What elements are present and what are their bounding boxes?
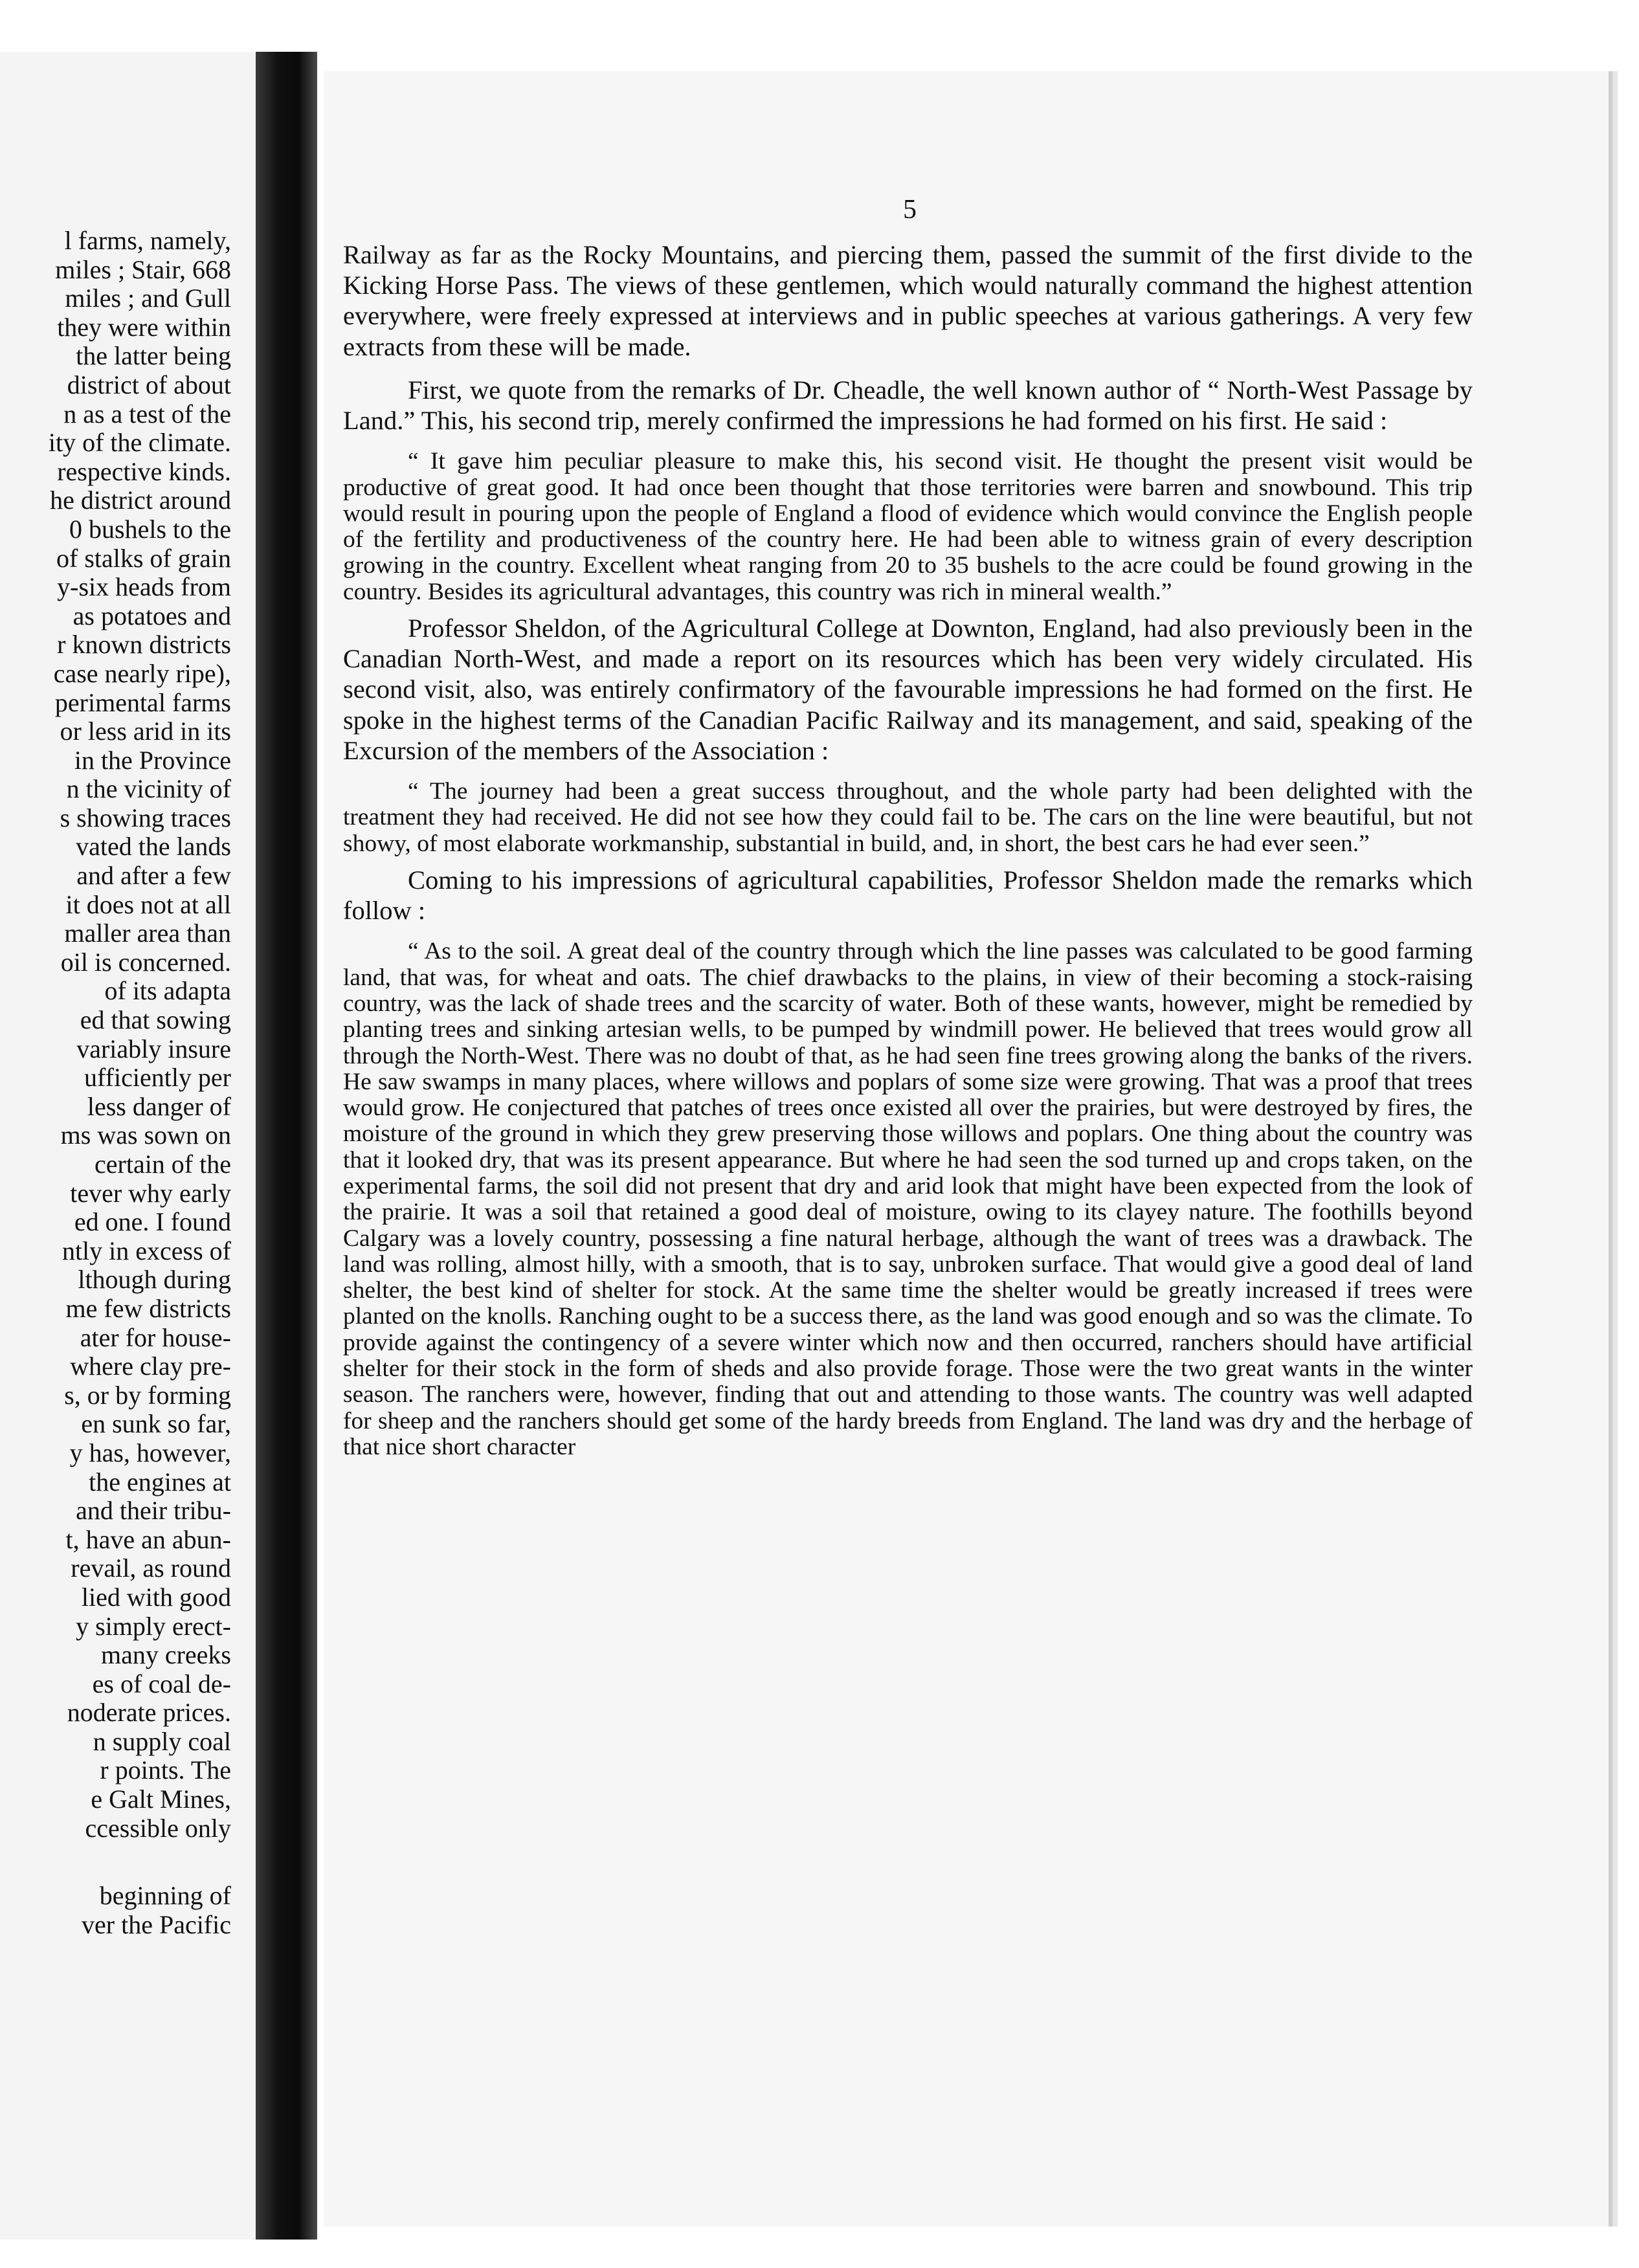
paragraph: Railway as far as the Rocky Mountains, and piercing them, passed the summit of the first divide to the Kicking Horse Pass. The views of these gentlemen, which would naturally command the highest attention everywhere, were freely expressed at interviews and in public speeches at various gatherings. A very few extracts from these will be made.: [343, 240, 1473, 361]
left-page-line: district of about: [67, 370, 231, 399]
left-page-line: ms was sown on: [60, 1120, 231, 1150]
left-page-line: or less arid in its: [60, 717, 231, 746]
left-page-line: tever why early: [70, 1178, 231, 1208]
left-page-line: es of coal de-: [92, 1669, 231, 1698]
quoted-paragraph: “ The journey had been a great success throughout, and the whole party had been delighted with the treatment they had received. He did not see how they could fail to be. The cars on the line were beautiful, but not showy, of most elaborate workmanship, substantial in build, and, in short, the best cars he had ever seen.”: [343, 778, 1473, 857]
left-page-line: where clay pre-: [70, 1351, 231, 1381]
left-page-line: n the vicinity of: [66, 774, 231, 804]
left-page-line: s, or by forming: [64, 1380, 231, 1410]
left-page-line: y has, however,: [69, 1438, 231, 1467]
left-page-line: ed that sowing: [80, 1005, 231, 1035]
page-number: 5: [903, 195, 917, 225]
left-page-line: and their tribu-: [76, 1496, 231, 1526]
left-page-line: ity of the climate.: [48, 428, 231, 458]
left-page-line: ufficiently per: [84, 1063, 231, 1093]
left-page-line: case nearly ripe),: [53, 658, 231, 688]
left-page-line: ntly in excess of: [61, 1236, 231, 1265]
left-page-line: ver the Pacific: [82, 1909, 231, 1939]
left-page-line: of stalks of grain: [56, 543, 231, 573]
paragraph: Coming to his impressions of agricultural capabilities, Professor Sheldon made the remarks which follow :: [343, 865, 1473, 926]
paragraph: First, we quote from the remarks of Dr. Cheadle, the well known author of “ North-West Passage by Land.” This, his second trip, merely confirmed the impressions he had formed on his first. He said :: [343, 375, 1473, 436]
left-page-line: n supply coal: [93, 1726, 231, 1756]
left-page-line: y simply erect-: [76, 1611, 231, 1641]
left-page-line: s showing traces: [60, 803, 231, 832]
left-page-line: the engines at: [89, 1467, 231, 1496]
left-page-line: many creeks: [100, 1640, 231, 1670]
left-page-line: they were within: [57, 312, 231, 342]
left-page-line: e Galt Mines,: [91, 1784, 231, 1814]
left-page-fragment: [0, 52, 256, 2240]
left-page-line: less danger of: [87, 1091, 231, 1121]
left-page-line: me few districts: [65, 1293, 231, 1323]
left-page-line: and after a few: [76, 861, 231, 891]
left-page-line: as potatoes and: [72, 601, 231, 630]
left-page-line: ed one. I found: [74, 1207, 231, 1237]
quoted-paragraph: “ As to the soil. A great deal of the country through which the line passes was calculated to be good farming land, that was, for wheat and oats. The chief drawbacks to the plains, in view of their becoming a stock-raising country, was the lack of shade trees and the scarcity of water. Both of these wants, however, might be remedied by planting trees and sinking artesian wells, to be pumped by windmill power. He believed that trees would grow all through the North-West. There was no doubt of that, as he had seen fine trees growing along the banks of the rivers. He saw swamps in many places, where willows and poplars of some size were growing. That was a proof that trees would grow. He conjectured that patches of trees once existed all over the prairies, but were destroyed by fires, the moisture of the ground in which they grew preserving those willows and poplars. One thing about the country was that it looked dry, that was its present appearance. But where he had seen the sod turned up and crops taken, on the experimental farms, the soil did not present that dry and arid look that might have been expected from the look of the prairie. It was a soil that retained a good deal of moisture, owing to its clayey nature. The foothills beyond Calgary was a lovely country, possessing a fine natural herbage, although the want of trees was a drawback. The land was rolling, almost hilly, with a smooth, that is to say, unbroken surface. That would give a good deal of land shelter, the best kind of shelter for stock. At the same time the shelter would be greatly increased if trees were planted on the knolls. Ranching ought to be a success there, as the land was good enough and so was the climate. To provide against the contingency of a severe winter which now and then occurred, ranchers should have artificial shelter for their stock in the form of sheds and also provide forage. Those were the two great wants in the winter season. The ranchers were, however, finding that out and attending to those wants. The country was well adapted for sheep and the ranchers should get some of the hardy breeds from England. The land was dry and the herbage of that nice short character: [343, 938, 1473, 1460]
left-page-line: revail, as round: [71, 1553, 231, 1583]
left-page-line: certain of the: [95, 1150, 231, 1179]
left-page-line: it does not at all: [65, 889, 231, 919]
left-page-line: lthough during: [78, 1265, 231, 1295]
left-page-line: the latter being: [76, 341, 231, 371]
left-page-line: noderate prices.: [67, 1698, 231, 1728]
left-page-line: perimental farms: [54, 687, 231, 717]
paragraph: Professor Sheldon, of the Agricultural College at Downton, England, had also previously been in the Canadian North-West, and made a report on its resources which has been very widely circulated. His second visit, also, was entirely confirmatory of the favourable impressions he had formed on the first. He spoke in the highest terms of the Canadian Pacific Railway and its management, and said, speaking of the Excursion of the members of the Association :: [343, 614, 1473, 765]
left-page-line: en sunk so far,: [81, 1409, 231, 1439]
left-page-line: miles ; Stair, 668: [55, 254, 231, 284]
left-page-line: 0 bushels to the: [69, 514, 231, 544]
left-page-line: ccessible only: [85, 1813, 231, 1843]
left-page-line: r known districts: [57, 630, 231, 660]
quoted-paragraph: “ It gave him peculiar pleasure to make this, his second visit. He thought the present visit would be productive of great good. It had once been thought that those territories were barren and snowbound. This trip would result in pouring upon the people of England a flood of evidence which would convince the English people of the fertility and productiveness of the country here. He had been able to witness grain of every description growing in the country. Excellent wheat ranging from 20 to 35 bushels to the acre could be found growing in the country. Besides its agricultural advantages, this country was rich in mineral wealth.”: [343, 448, 1473, 605]
left-page-line: he district around: [50, 485, 231, 515]
left-page-line: ater for house-: [80, 1322, 231, 1352]
left-page-line: t, have an abun-: [65, 1524, 231, 1554]
left-page-text: [0, 227, 231, 1939]
page-body: [343, 239, 1473, 1468]
left-page-line: lied with good: [81, 1582, 231, 1612]
left-page-line: in the Province: [74, 745, 231, 775]
left-page-line: y-six heads from: [57, 572, 231, 602]
left-page-line: variably insure: [76, 1034, 231, 1063]
left-page-line: miles ; and Gull: [65, 284, 231, 313]
book-gutter: [256, 52, 317, 2240]
left-page-line: l farms, namely,: [64, 226, 231, 255]
left-page-line: n as a test of the: [63, 399, 231, 428]
left-page-line: [0, 1843, 231, 1882]
left-page-line: respective kinds.: [57, 456, 231, 486]
left-page-line: oil is concerned.: [60, 947, 231, 977]
left-page-line: beginning of: [99, 1881, 231, 1911]
left-page-line: vated the lands: [76, 832, 231, 862]
left-page-line: of its adapta: [104, 976, 231, 1006]
left-page-line: maller area than: [64, 918, 231, 948]
left-page-line: r points. The: [100, 1755, 231, 1785]
